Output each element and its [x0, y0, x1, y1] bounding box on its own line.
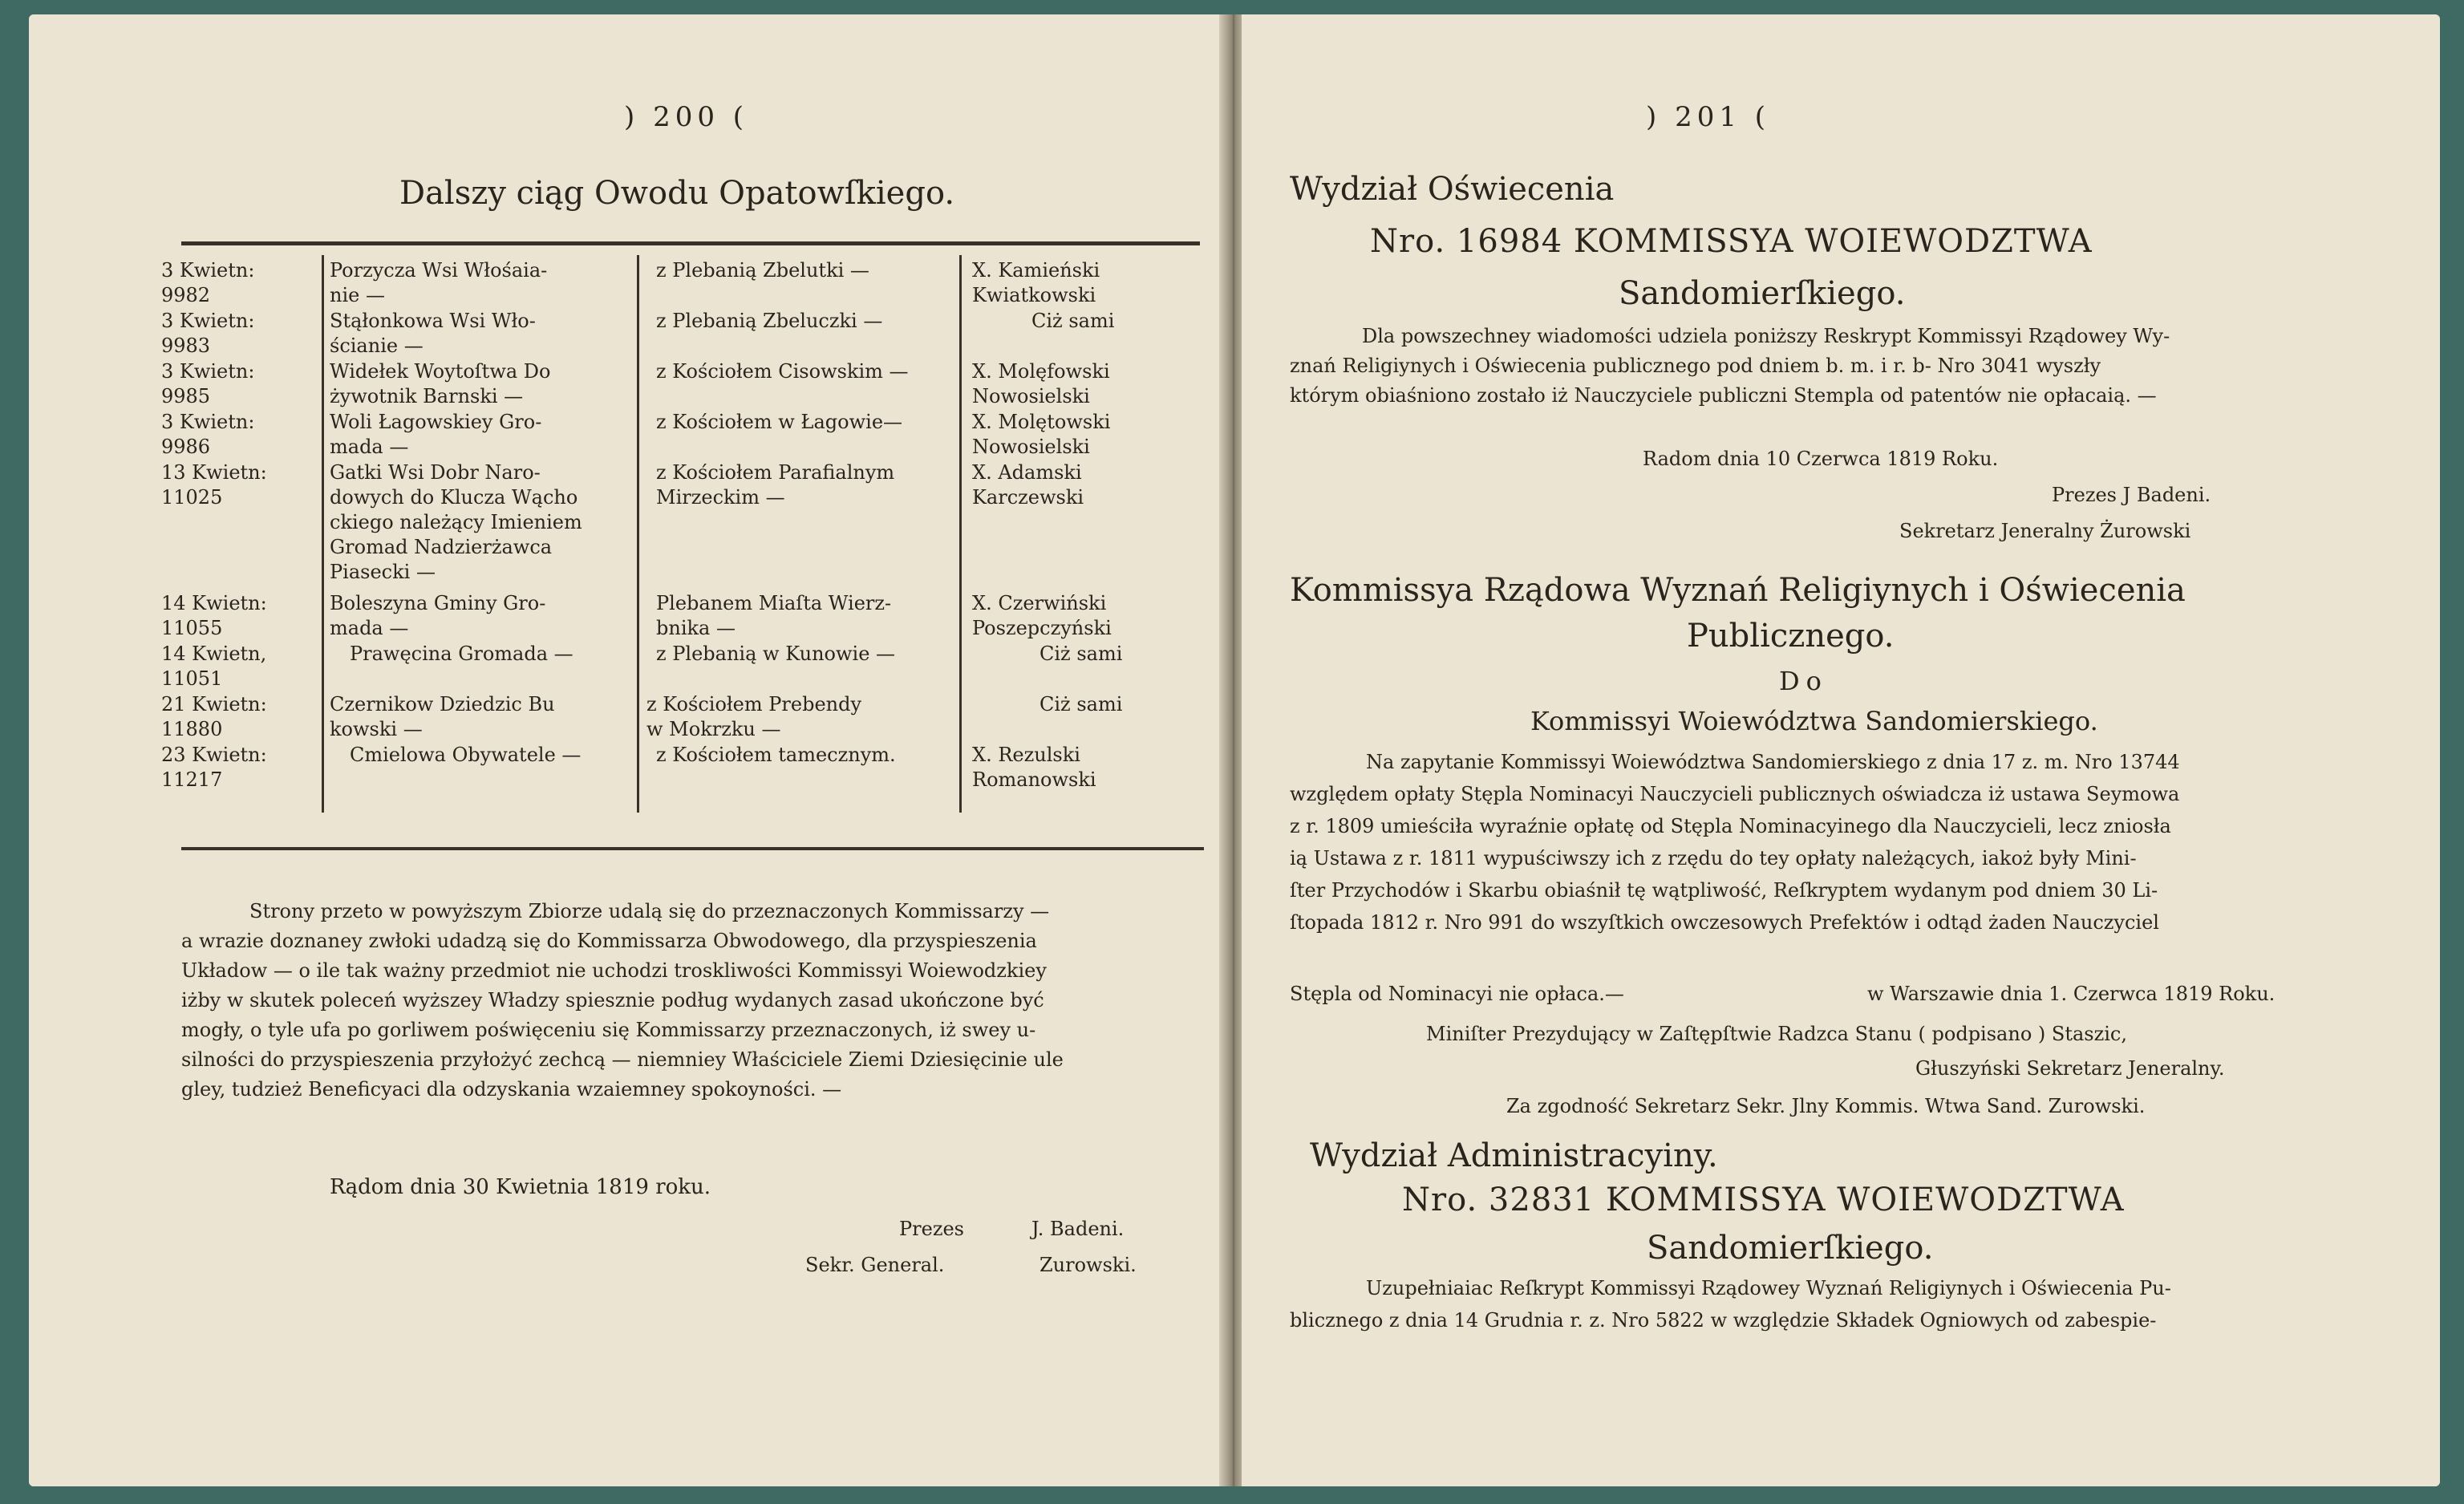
with-cell: z Kościołem Cisowskim —	[656, 360, 909, 383]
left-page	[29, 14, 1226, 1486]
with-cell: Plebanem Miaſta Wierz- bnika —	[656, 592, 892, 639]
place-cell: Czernikow Dziedzic Bu kowski —	[330, 693, 555, 740]
place-cell: Stąłonkowa Wsi Wło- ścianie —	[330, 310, 536, 357]
date-cell: 14 Kwietn: 11055	[161, 592, 267, 639]
reskrypt-line: ią Ustawa z r. 1811 wypuściwszy ich z rzędu do tey opłaty należących, iakoż były Mini-	[1290, 847, 2137, 870]
place-cell: Widełek Woytoſtwa Do żywotnik Barnski —	[330, 360, 551, 407]
place-cell: Porzycza Wsi Włośaia- nie —	[330, 259, 548, 306]
dept-heading-2: Wydział Administracyiny.	[1310, 1137, 1718, 1174]
notice-line: którym obiaśniono zostało iż Nauczyciele publiczni Stempla od patentów nie opłacaią. —	[1290, 384, 2157, 407]
left-date-line: Rądom dnia 30 Kwietnia 1819 roku.	[330, 1175, 711, 1199]
date-cell: 3 Kwietn: 9982	[161, 259, 255, 306]
do-heading: Do	[1779, 666, 1828, 696]
date-cell: 21 Kwietn: 11880	[161, 693, 267, 740]
reskrypt-text	[1290, 746, 2390, 938]
notice-line: Dla powszechney wiadomości udziela poniższy Reskrypt Kommissyi Rządowey Wy-	[1362, 325, 2170, 347]
left-body-text	[181, 897, 1200, 1105]
left-sig-name-2: Zurowski.	[1040, 1254, 1137, 1276]
left-heading: Dalszy ciąg Owodu Opatowſkiego.	[399, 175, 955, 212]
date-cell: 13 Kwietn: 11025	[161, 461, 267, 509]
region-heading-2: Sandomierſkiego.	[1647, 1230, 1934, 1267]
reskrypt-line: ſtopada 1812 r. Nro 991 do wszyſtkich owczesowych Prefektów i odtąd żaden Nauczyciel	[1290, 911, 2159, 934]
open-book	[29, 14, 2440, 1486]
reskrypt-line: Na zapytanie Kommissyi Woiewództwa Sandomierskiego z dnia 17 z. m. Nro 13744	[1366, 751, 2180, 773]
left-sig-title-1: Prezes	[899, 1218, 964, 1240]
place-cell: Gatki Wsi Dobr Naro- dowych do Klucza Wącho ckiego należący Imieniem Gromad Nadzierżawca Piasecki —	[330, 461, 582, 583]
table-bottom-rule	[181, 847, 1204, 850]
notice-date: Radom dnia 10 Czerwca 1819 Roku.	[1643, 448, 1999, 470]
priest-cell: Ciż sami	[1040, 643, 1123, 665]
secretary-line: Głuszyński Sekretarz Jeneralny.	[1915, 1057, 2225, 1080]
region-heading-1: Sandomierſkiego.	[1619, 275, 1906, 312]
with-cell: z Kościołem tamecznym.	[656, 744, 896, 766]
date-cell: 23 Kwietn: 11217	[161, 744, 267, 791]
priest-cell: Ciż sami	[1031, 310, 1115, 332]
nro-heading-1: Nro. 16984 KOMMISSYA WOIEWODZTWA	[1370, 223, 2093, 260]
notice-line: znań Religiynych i Oświecenia publicznego pod dniem b. m. i r. b- Nro 3041 wyszły	[1290, 355, 2101, 377]
commission-heading-1: Kommissya Rządowa Wyznań Religiynych i Oświecenia	[1290, 572, 2186, 609]
minister-line: Miniſter Prezydujący w Zaſtępſtwie Radzca Stanu ( podpisano ) Staszic,	[1426, 1023, 2127, 1045]
nro-heading-2: Nro. 32831 KOMMISSYA WOIEWODZTWA	[1402, 1182, 2125, 1218]
col-divider-1	[322, 255, 324, 813]
priest-cell: X. Molętowski Nowosielski	[972, 411, 1111, 458]
date-cell: 3 Kwietn: 9986	[161, 411, 255, 458]
notice-sig-1: Prezes J Badeni.	[2052, 484, 2211, 506]
with-cell: z Plebanią Zbelutki —	[656, 259, 869, 282]
priest-cell: Ciż sami	[1040, 693, 1123, 716]
reskrypt-line: z r. 1809 umieściła wyraźnie opłatę od Stępla Nominacyinego dla Nauczycieli, lecz zniosła	[1290, 815, 2171, 837]
reskrypt-last-right: w Warszawie dnia 1. Czerwca 1819 Roku.	[1867, 983, 2276, 1005]
priest-cell: X. Molęfowski Nowosielski	[972, 360, 1110, 407]
closing-text	[1290, 1272, 2390, 1336]
col-divider-2	[637, 255, 639, 813]
dept-heading-1: Wydział Oświecenia	[1290, 171, 1615, 208]
place-cell: Woli Łagowskiey Gro- mada —	[330, 411, 542, 458]
recipient-heading: Kommissyi Woiewództwa Sandomierskiego.	[1530, 706, 2098, 736]
with-cell: z Plebanią w Kunowie —	[656, 643, 896, 665]
left-sig-name-1: J. Badeni.	[1031, 1218, 1125, 1240]
table-top-rule	[181, 241, 1200, 245]
priest-cell: X. Czerwiński Poszepczyński	[972, 592, 1112, 639]
priest-cell: X. Adamski Karczewski	[972, 461, 1084, 509]
body-line: Strony przeto w powyższym Zbiorze udalą się do przeznaczonych Kommissarzy —	[249, 900, 1050, 922]
closing-line: Uzupełniaiac Reſkrypt Kommissyi Rządowey Wyznań Religiynych i Oświecenia Pu-	[1366, 1277, 2171, 1299]
conformity-line: Za zgodność Sekretarz Sekr. Jlny Kommis. Wtwa Sand. Zurowski.	[1506, 1095, 2146, 1117]
place-cell: Cmielowa Obywatele —	[350, 744, 582, 766]
left-sig-title-2: Sekr. General.	[805, 1254, 945, 1276]
body-line: iżby w skutek poleceń wyższey Władzy spiesznie podług wydanych zasad ukończone być	[181, 989, 1044, 1011]
with-cell: z Plebanią Zbeluczki —	[656, 310, 883, 332]
closing-line: blicznego z dnia 14 Grudnia r. z. Nro 5822 w względzie Składek Ogniowych od zabespie-	[1290, 1309, 2157, 1332]
reskrypt-last-left: Stępla od Nominacyi nie opłaca.—	[1290, 983, 1624, 1005]
date-cell: 3 Kwietn: 9985	[161, 360, 255, 407]
place-cell: Prawęcina Gromada —	[350, 643, 573, 665]
right-page-number: ) 201 (	[1646, 101, 1771, 133]
with-cell: z Kościołem Parafialnym Mirzeckim —	[656, 461, 895, 509]
reskrypt-line: względem opłaty Stępla Nominacyi Nauczycieli publicznych oświadcza iż ustawa Seymowa	[1290, 783, 2180, 805]
reskrypt-line: ſter Przychodów i Skarbu obiaśnił tę wątpliwość, Reſkryptem wydanym pod dniem 30 Li-	[1290, 879, 2158, 902]
place-cell: Boleszyna Gminy Gro- mada —	[330, 592, 546, 639]
with-cell: z Kościołem w Łagowie—	[656, 411, 903, 433]
notice-text	[1290, 322, 2357, 411]
left-page-number: ) 200 (	[624, 101, 749, 133]
date-cell: 3 Kwietn: 9983	[161, 310, 255, 357]
col-divider-3	[959, 255, 962, 813]
commission-heading-2: Publicznego.	[1687, 618, 1895, 655]
body-line: mogły, o tyle ufa po gorliwem poświęceniu się Kommissarzy przeznaczonych, iż swey u-	[181, 1019, 1036, 1041]
right-page	[1242, 14, 2440, 1486]
priest-cell: X. Kamieński Kwiatkowski	[972, 259, 1100, 306]
priest-cell: X. Rezulski Romanowski	[972, 744, 1096, 791]
body-line: gley, tudzież Beneficyaci dla odzyskania wzaiemney spokoyności. —	[181, 1078, 842, 1101]
body-line: a wrazie doznaney zwłoki udadzą się do Kommissarza Obwodowego, dla przyspieszenia	[181, 930, 1037, 952]
body-line: silności do przyspieszenia przyłożyć zechcą — niemniey Właściciele Ziemi Dziesięcinie ule	[181, 1048, 1064, 1071]
notice-sig-2: Sekretarz Jeneralny Żurowski	[1899, 520, 2191, 542]
date-cell: 14 Kwietn, 11051	[161, 643, 267, 690]
body-line: Układow — o ile tak ważny przedmiot nie uchodzi troskliwości Kommissyi Woiewodzkiey	[181, 959, 1047, 982]
with-cell: z Kościołem Prebendy w Mokrzku —	[646, 693, 862, 740]
